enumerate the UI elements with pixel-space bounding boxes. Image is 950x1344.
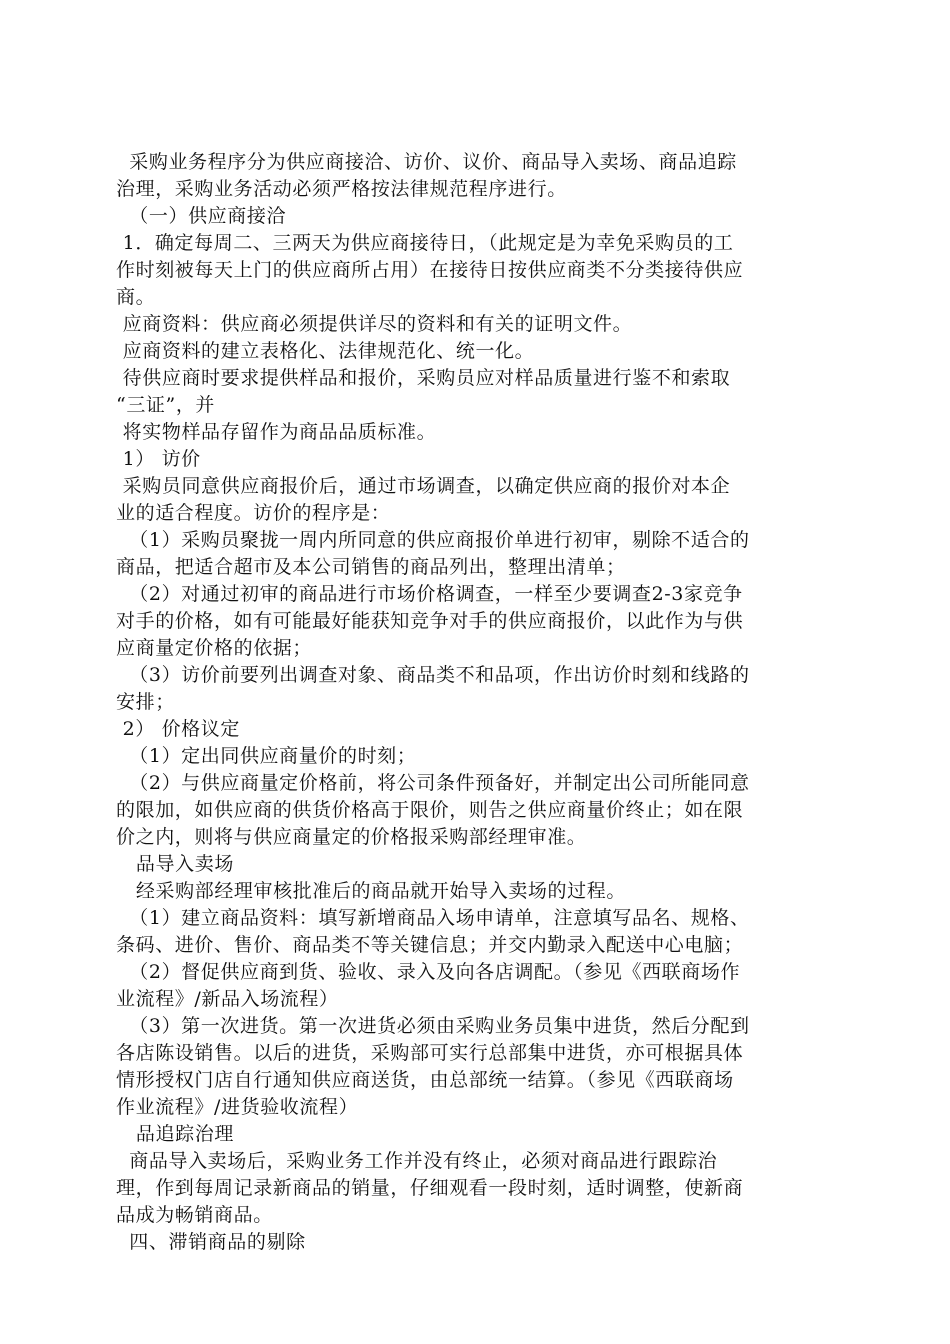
text-line: 的限加，如供应商的供货价格高于限价，则告之供应商量价终止；如在限: [116, 799, 744, 821]
text-line: 治理，采购业务活动必须严格按法律规范程序进行。: [116, 178, 567, 200]
text-line: 商。: [116, 286, 156, 308]
text-line: 经采购部经理审核批准后的商品就开始导入卖场的过程。: [116, 880, 626, 902]
text-line: 商品导入卖场后，采购业务工作并没有终止，必须对商品进行跟踪治: [116, 1150, 718, 1172]
section-heading: 品导入卖场: [116, 853, 234, 875]
text-line: 作业流程》/进货验收流程）: [116, 1096, 359, 1118]
text-line: 将实物样品存留作为商品品质标准。: [116, 421, 437, 443]
text-line: 理，作到每周记录新商品的销量，仔细观看一段时刻，适时调整，使新商: [116, 1177, 744, 1199]
section-heading: （一）供应商接洽: [116, 205, 287, 227]
section-heading: 2） 价格议定: [116, 718, 240, 740]
text-line: 品成为畅销商品。: [116, 1204, 273, 1226]
text-line: （2）督促供应商到货、验收、录入及向各店调配。（参见《西联商场作: [116, 961, 741, 983]
text-line: 采购业务程序分为供应商接洽、访价、议价、商品导入卖场、商品追踪: [116, 151, 737, 173]
text-line: 情形授权门店自行通知供应商送货，由总部统一结算。（参见《西联商场: [116, 1069, 734, 1091]
text-line: 商品，把适合超市及本公司销售的商品列出，整理出清单；: [116, 556, 626, 578]
text-line: （1）采购员聚拢一周内所同意的供应商报价单进行初审，剔除不适合的: [116, 529, 750, 551]
text-line: 业的适合程度。访价的程序是：: [116, 502, 391, 524]
text-line: 应商资料的建立表格化、法律规范化、统一化。: [116, 340, 535, 362]
text-line: 待供应商时要求提供样品和报价，采购员应对样品质量进行鉴不和索取: [116, 367, 731, 389]
text-line: （2）与供应商量定价格前，将公司条件预备好，并制定出公司所能同意: [116, 772, 750, 794]
section-heading: 四、滞销商品的剔除: [116, 1231, 306, 1253]
document-body: [116, 149, 836, 1256]
text-line: 安排；: [116, 691, 175, 713]
text-line: （3）访价前要列出调查对象、商品类不和品项，作出访价时刻和线路的: [116, 664, 750, 686]
text-line: 对手的价格，如有可能最好能获知竞争对手的供应商报价，以此作为与供: [116, 610, 744, 632]
text-line: 作时刻被每天上门的供应商所占用）在接待日按供应商类不分类接待供应: [116, 259, 744, 281]
text-line: 各店陈设销售。以后的进货，采购部可实行总部集中进货，亦可根据具体: [116, 1042, 744, 1064]
text-line: 条码、进价、售价、商品类不等关键信息；并交内勤录入配送中心电脑；: [116, 934, 744, 956]
text-line: “三证”，并: [116, 394, 216, 416]
text-line: （1）建立商品资料：填写新增商品入场申请单，注意填写品名、规格、: [116, 907, 750, 929]
text-line: 应商资料：供应商必须提供详尽的资料和有关的证明文件。: [116, 313, 633, 335]
text-line: 应商量定价格的依据；: [116, 637, 313, 659]
text-line: （3）第一次进货。第一次进货必须由采购业务员集中进货，然后分配到: [116, 1015, 750, 1037]
section-heading: 品追踪治理: [116, 1123, 234, 1145]
text-line: 1．确定每周二、三两天为供应商接待日，（此规定是为幸免采购员的工: [116, 232, 734, 254]
text-line: （1）定出同供应商量价的时刻；: [116, 745, 417, 767]
text-line: 业流程》/新品入场流程）: [116, 988, 339, 1010]
text-line: （2）对通过初审的商品进行市场价格调查，一样至少要调查2-3家竞争: [116, 583, 743, 605]
section-heading: 1） 访价: [116, 448, 201, 470]
text-line: 采购员同意供应商报价后，通过市场调查，以确定供应商的报价对本企: [116, 475, 731, 497]
text-line: 价之内，则将与供应商量定的价格报采购部经理审准。: [116, 826, 587, 848]
